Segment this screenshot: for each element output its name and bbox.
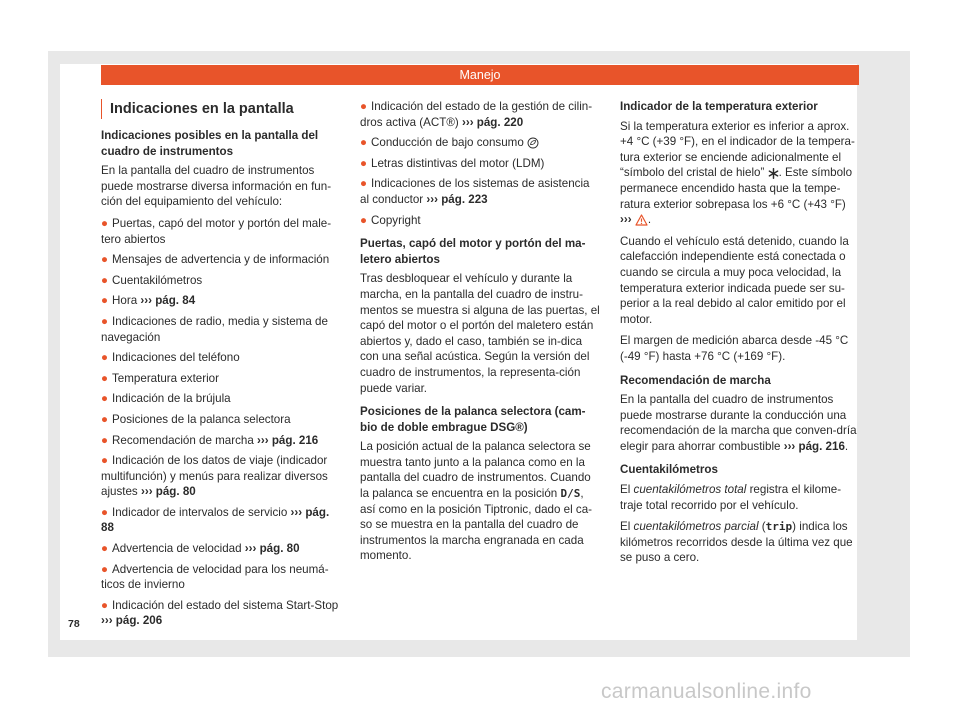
heading-puertas: Puertas, capó del motor y portón del ma-letero abiertos [360, 237, 586, 266]
page-number: 78 [68, 618, 80, 630]
intro-paragraph: En la pantalla del cuadro de instrumentos puede mostrarse diversa información en fun-ción del equipamiento del vehículo: [101, 164, 332, 209]
list-item: ● Puertas, capó del motor y portón del male-tero abiertos [101, 216, 332, 246]
trip-code: trip [765, 520, 793, 534]
page-ref-link[interactable]: ››› pág. 88 [101, 505, 330, 535]
list-item: ● Cuentakilómetros [101, 273, 203, 287]
page-ref-link[interactable]: ››› pág. 80 [244, 542, 300, 556]
bullet-icon: ● [101, 294, 109, 308]
list-item: ● Indicación de los datos de viaje (indicador multifunción) y menús para realizar diversos ajustes ››› pág. 80 [101, 454, 328, 499]
heading-cuentakilometros: Cuentakilómetros [620, 463, 718, 477]
bullet-icon: ● [101, 562, 109, 576]
bullet-icon: ● [101, 505, 109, 519]
ice-crystal-icon [768, 168, 779, 179]
paragraph-total: El cuentakilómetros total registra el kilome-traje total recorrido por el vehículo. [620, 483, 842, 512]
list-item: ● Conducción de bajo consumo [360, 135, 600, 151]
chapter-header: Manejo [101, 65, 859, 85]
bullet-icon: ● [360, 177, 368, 191]
bullet-icon: ● [360, 100, 368, 113]
bullet-icon: ● [101, 273, 109, 287]
bullet-icon: ● [101, 351, 109, 365]
bullet-icon: ● [360, 156, 368, 170]
list-item: ● Advertencia de velocidad para los neumá-ticos de invierno [101, 562, 329, 592]
indications-list [101, 216, 339, 629]
warning-triangle-icon [635, 214, 648, 226]
heading-recomendacion: Recomendación de marcha [620, 373, 771, 387]
list-item: ● Indicación del estado del sistema Start-Stop ››› pág. 206 [101, 598, 339, 628]
paragraph-parcial: El cuentakilómetros parcial (trip) indica los kilómetros recorridos desde la última vez que se puso a cero. [620, 520, 853, 565]
page-ref-link[interactable]: ››› pág. 216 [783, 439, 845, 453]
list-item: ● Copyright [360, 213, 421, 227]
bullet-icon: ● [101, 598, 109, 612]
page-ref-link[interactable]: ››› pág. 80 [140, 485, 196, 499]
bullet-icon: ● [101, 412, 109, 426]
bullet-icon: ● [360, 136, 368, 150]
list-item: ● Temperatura exterior [101, 371, 219, 385]
list-item: ● Recomendación de marcha ››› pág. 216 [101, 433, 319, 447]
page-ref-link[interactable]: ››› pág. 206 [101, 614, 163, 628]
bullet-icon: ● [101, 216, 109, 230]
eco-leaf-icon [527, 137, 539, 149]
paragraph-calefaccion: Cuando el vehículo está detenido, cuando la calefacción independiente está conectada o cuando se circula a muy poca velocidad, la temperatura exterior indicada puede ser su-perior a la real debido al calor emitido por el motor. [620, 234, 849, 326]
list-item: ● Indicaciones de los sistemas de asistencia al conductor ››› pág. 223 [360, 177, 590, 206]
heading-temperatura: Indicador de la temperatura exterior [620, 100, 818, 113]
list-item: ● Posiciones de la palanca selectora [101, 412, 291, 426]
bullet-icon: ● [101, 253, 109, 267]
column-3 [620, 99, 860, 572]
page-ref-link[interactable]: ››› pág. 216 [257, 433, 319, 447]
list-item: ● Indicación de la brújula [101, 392, 231, 406]
list-item: ● Indicaciones del teléfono [101, 351, 240, 365]
watermark: carmanualsonline.info [601, 680, 812, 703]
bullet-icon: ● [360, 213, 368, 227]
list-item: ● Indicaciones de radio, media y sistema de navegación [101, 314, 328, 344]
list-item: ● Hora ››› pág. 84 [101, 294, 196, 308]
page-ref-link[interactable]: ››› pág. 223 [426, 192, 488, 206]
bullet-icon: ● [101, 454, 109, 468]
paragraph-margen: El margen de medición abarca desde -45 °C (-49 °F) hasta +76 °C (+169 °F). [620, 334, 849, 363]
column-1 [101, 99, 339, 634]
gear-position-code: D/S [560, 487, 581, 501]
bullet-icon: ● [101, 371, 109, 385]
heading-palanca-selectora: Posiciones de la palanca selectora (cam-bio de doble embrague DSG®) [360, 405, 586, 434]
paragraph-recomendacion: En la pantalla del cuadro de instrumentos puede mostrarse durante la conducción una recomendación de la marcha que conven-dría elegir para ahorrar combustible ››› pág. 216. [620, 393, 857, 453]
section-title: Indicaciones en la pantalla [101, 99, 339, 119]
bullet-icon: ● [101, 542, 109, 556]
list-continued [360, 99, 600, 228]
bullet-icon: ● [101, 392, 109, 406]
warning-ref-link[interactable]: ››› [620, 213, 632, 227]
list-item: ● Mensajes de advertencia y de información [101, 253, 330, 267]
list-item: ● Indicador de intervalos de servicio ››› pág. 88 [101, 505, 330, 535]
page-ref-link[interactable]: ››› pág. 84 [140, 294, 196, 308]
list-item: ● Indicación del estado de la gestión de cilin-dros activa (ACT®) ››› pág. 220 [360, 100, 593, 129]
heading-indicaciones-posibles: Indicaciones posibles en la pantalla del cuadro de instrumentos [101, 129, 319, 158]
list-item: ● Advertencia de velocidad ››› pág. 80 [101, 542, 300, 556]
bullet-icon: ● [101, 433, 109, 447]
column-2 [360, 99, 600, 570]
list-item: ● Letras distintivas del motor (LDM) [360, 156, 545, 170]
paragraph-puertas: Tras desbloquear el vehículo y durante la marcha, en la pantalla del cuadro de instru-mentos se muestra si alguna de las puertas, el capó del motor o el portón del maletero están abiertos y, dado el caso, también se in-dica con una señal acústica. Según la versión del cuadro de instrumentos, la representa-ción puede variar. [360, 272, 600, 395]
paragraph-palanca: La posición actual de la palanca selectora se muestra tanto junto a la palanca como en la pantalla del cuadro de instrumentos. Cuando la palanca se encuentra en la posición D/S, así como en la posición Tiptronic, dado el ca-so se muestra en la pantalla del cuadro de instrumentos la marcha engranada en cada momento. [360, 440, 592, 563]
paragraph-temperatura: Si la temperatura exterior es inferior a aprox. +4 °C (+39 °F), en el indicador de la tempera-tura exterior se enciende adicionalmente el “símbolo del cristal de hielo” . Este símbolo permanece encendido hasta que la tempe-ratura exterior sobrepasa los +6 °C (+43 °F) ››› . [620, 119, 855, 227]
bullet-icon: ● [101, 314, 109, 328]
page-ref-link[interactable]: ››› pág. 220 [461, 115, 524, 129]
